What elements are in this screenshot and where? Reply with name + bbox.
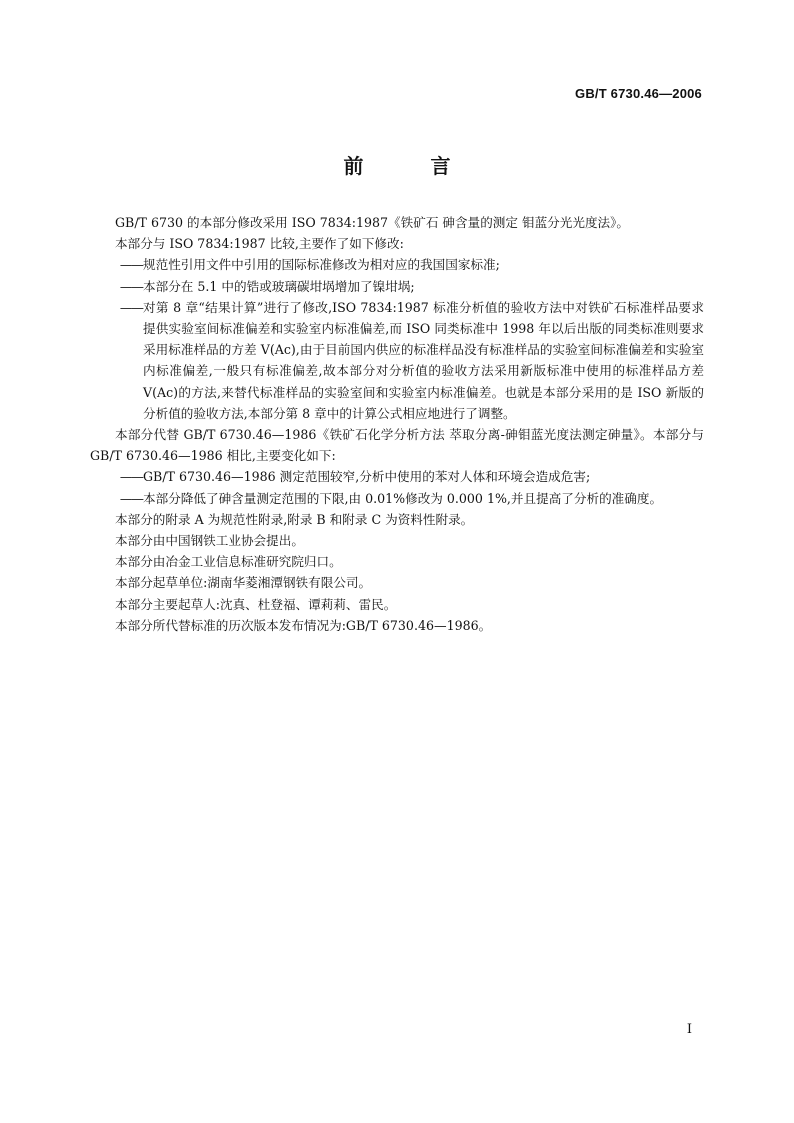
list-item-text: 本部分在 5.1 中的锆或玻璃碳坩埚增加了镍坩埚;	[143, 278, 415, 294]
list-item-text: 本部分降低了砷含量测定范围的下限,由 0.01%修改为 0.000 1%,并且提高了分析的准确度。	[143, 490, 663, 506]
dash-marker: ——	[119, 257, 143, 273]
paragraph-history: 本部分所代替标准的历次版本发布情况为:GB/T 6730.46—1986。	[115, 617, 492, 633]
paragraph-drafting-unit: 本部分起草单位:湖南华菱湘潭钢铁有限公司。	[115, 575, 372, 591]
paragraph-proposer: 本部分由中国钢铁工业协会提出。	[115, 533, 304, 549]
list-item-modification	[90, 276, 704, 297]
paragraph-drafters: 本部分主要起草人:沈真、杜登福、谭莉莉、雷民。	[115, 596, 397, 612]
paragraph-administrator: 本部分由冶金工业信息标准研究院归口。	[115, 554, 342, 570]
paragraph-adoption: GB/T 6730 的本部分修改采用 ISO 7834:1987《铁矿石 砷含量的测定 钼蓝分光光度法》。	[115, 215, 630, 230]
dash-marker: ——	[119, 490, 143, 506]
list-item-text: 对第 8 章“结果计算”进行了修改,ISO 7834:1987 标准分析值的验收方法中对铁矿石标准样品要求提供实验室间标准偏差和实验室内标准偏差,而 ISO 同类标准中 1998 年以后出版的同类标准则要求采用标准样品的方差 V(Ac),由于目前国内供应的标准样品没有标准样品的实验室间标准偏差和实验室内标准偏差,一般只有标准偏差,故本部分对分析值的验收方法采用新版标准中使用的标准样品方差 V(Ac)的方法,来替代标准样品的实验室间和实验室内标准偏差。也就是本部分采用的是 ISO 新版的分析值的验收方法,本部分第 8 章中的计算公式相应地进行了调整。	[143, 299, 704, 421]
dash-marker: ——	[119, 299, 143, 315]
paragraph-comparison: 本部分与 ISO 7834:1987 比较,主要作了如下修改:	[115, 236, 404, 252]
list-item-change	[90, 488, 704, 509]
paragraph-replacement: 本部分代替 GB/T 6730.46—1986《铁矿石化学分析方法 萃取分离-砷钼蓝光度法测定砷量》。本部分与 GB/T 6730.46—1986 相比,主要变化如下:	[90, 427, 704, 464]
dash-marker: ——	[119, 278, 143, 294]
list-item-text: 规范性引用文件中引用的国际标准修改为相对应的我国国家标准;	[143, 257, 500, 273]
list-item-change	[90, 466, 704, 487]
list-item-text: GB/T 6730.46—1986 测定范围较窄,分析中使用的苯对人体和环境会造成危害;	[143, 469, 591, 485]
dash-marker: ——	[119, 469, 143, 485]
page-title: 前 言	[343, 154, 481, 178]
list-item-modification	[90, 254, 704, 275]
paragraph-annexes: 本部分的附录 A 为规范性附录,附录 B 和附录 C 为资料性附录。	[115, 511, 474, 527]
standard-number: GB/T 6730.46—2006	[575, 86, 702, 101]
list-item-modification	[90, 297, 704, 424]
preface-body	[90, 212, 704, 636]
page-number: I	[686, 1022, 692, 1037]
